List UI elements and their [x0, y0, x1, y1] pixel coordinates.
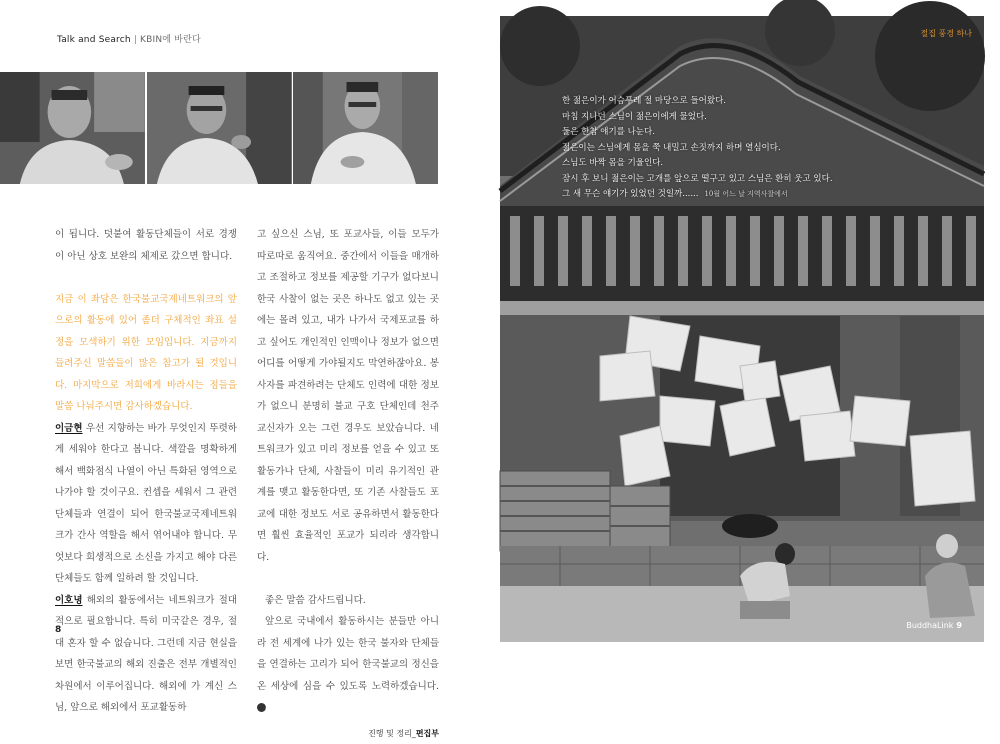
credit-name: 편집부 [416, 729, 439, 738]
poem-last-line: 그 새 무슨 얘기가 있었던 것일까...... [562, 189, 698, 199]
poem-source: 10월 어느 날 지역사찰에서 [704, 190, 787, 198]
poem-line: 둘은 한참 얘기를 나눈다. [562, 125, 862, 141]
closing-thanks: 좋은 말씀 감사드립니다. [257, 590, 439, 612]
paragraph: 이 됩니다. 덧붙여 활동단체들이 서로 경쟁이 아닌 상호 보완의 체제로 갔으면 합니다. [55, 224, 237, 267]
page-number-right: 9 [956, 621, 962, 630]
closing-paragraph [257, 611, 439, 719]
left-page [0, 0, 498, 667]
speaker-text: 해외의 활동에서는 네트워크가 절대적으로 필요합니다. 특히 미국같은 경우, 절대 혼자 할 수 없습니다. 그런데 지금 현실을 보면 한국불교의 해외 진출은 전부 개별적인 차원에서 이루어집니다. 해외에 가 계신 스님, 앞으로 해외에서 포교활동하 [55, 595, 237, 714]
speaker-paragraph [55, 418, 237, 590]
poem-line: 잠시 후 보니 젊은이는 고개를 앞으로 떨구고 있고 스님은 환히 웃고 있다. [562, 172, 862, 188]
speaker-name: 이호녕 [55, 595, 83, 606]
portrait-photo-1 [0, 72, 145, 184]
speaker-text: 우선 지향하는 바가 무엇인지 뚜렷하게 세워야 한다고 봅니다. 색깔을 명확하게 해서 백화점식 나열이 아닌 특화된 영역으로 나가야 할 것이구요. 컨셉을 세워서 그 관련 단체들과 연결이 되어 한국불교국제네트워크가 간사 역할을 해서 엮어내야 합니다. 무엇보다 희생적으로 소신을 가지고 해야 다른 단체들도 함께 일하려 할 것입니다. [55, 423, 237, 585]
brand-name: BuddhaLink [906, 621, 953, 630]
moderator-question: 지금 이 좌담은 한국불교국제네트워크의 앞으로의 활동에 있어 좀더 구체적인 좌표 설정을 모색하기 위한 모임입니다. 지금까지 들려주신 말씀들이 많은 참고가 될 것입니다. 마지막으로 저희에게 바라시는 점들을 말씀 나눠주시면 감사하겠습니다. [55, 289, 237, 418]
poem-caption [562, 94, 862, 203]
paragraph: 고 싶으신 스님, 또 포교사들, 이들 모두가 따로따로 움직여요. 중간에서 이들을 매개하고 조절하고 정보를 제공할 기구가 없다보니 한국 사찰이 없는 곳은 하나도 없고 있는 곳에는 몰려 있고, 내가 나가서 국제포교를 하고 싶어도 개인적인 인맥이나 정보가 없으면 어디를 어떻게 가야될지도 막연하잖아요. 봉사자를 파견하려는 단체도 인력에 대한 정보가 없으니 분명히 불교 구호 단체인데 천주교신자가 오는 그런 경우도 보았습니다. 네트워크가 있고 미리 정보를 얻을 수 있고 또 활동가나 단체, 사찰들이 미리 유기적인 관계를 맺고 활동한다면, 또 기존 사찰들도 포교에 대한 정보도 서로 공유하면서 활동한다면 훨씬 효율적인 포교가 되리라 생각합니다. [257, 224, 439, 568]
header-separator: | [134, 35, 137, 45]
header-subtitle: KBIN에 바란다 [140, 35, 201, 45]
end-mark-icon: B [257, 703, 266, 712]
right-page-photo [500, 16, 984, 642]
poem-line: 스님도 바짝 몸을 기울인다. [562, 156, 862, 172]
header-title: Talk and Search [57, 35, 131, 45]
poem-line: 젊은이는 스님에게 몸을 쭉 내밀고 손짓까지 하며 열심이다. [562, 141, 862, 157]
speaker-name: 이금현 [55, 423, 83, 434]
closing-text: 앞으로 국내에서 활동하시는 분들만 아니라 전 세계에 나가 있는 한국 불자와 단체들을 연결하는 고리가 되어 한국불교의 정신을 온 세상에 심을 수 있도록 노력하겠습니다. [257, 616, 439, 692]
text-column-1 [55, 224, 237, 719]
portrait-photo-2 [147, 72, 292, 184]
text-column-2 [257, 224, 439, 744]
portrait-photo-3 [293, 72, 438, 184]
speaker-paragraph [55, 590, 237, 719]
running-header [57, 32, 201, 45]
poem-line [562, 187, 862, 203]
poem-line: 한 젊은이가 어슴푸레 절 마당으로 들어왔다. [562, 94, 862, 110]
credit-line [257, 723, 439, 744]
photo-strip [0, 72, 438, 184]
poem-line: 마침 지나던 스님이 젊은이에게 물었다. [562, 110, 862, 126]
page-number-left: 8 [55, 625, 61, 635]
section-tag: 절집 풍경 하나 [921, 28, 972, 39]
brand-footer [906, 621, 962, 630]
credit-label: 진행 및 정리_ [368, 729, 416, 738]
